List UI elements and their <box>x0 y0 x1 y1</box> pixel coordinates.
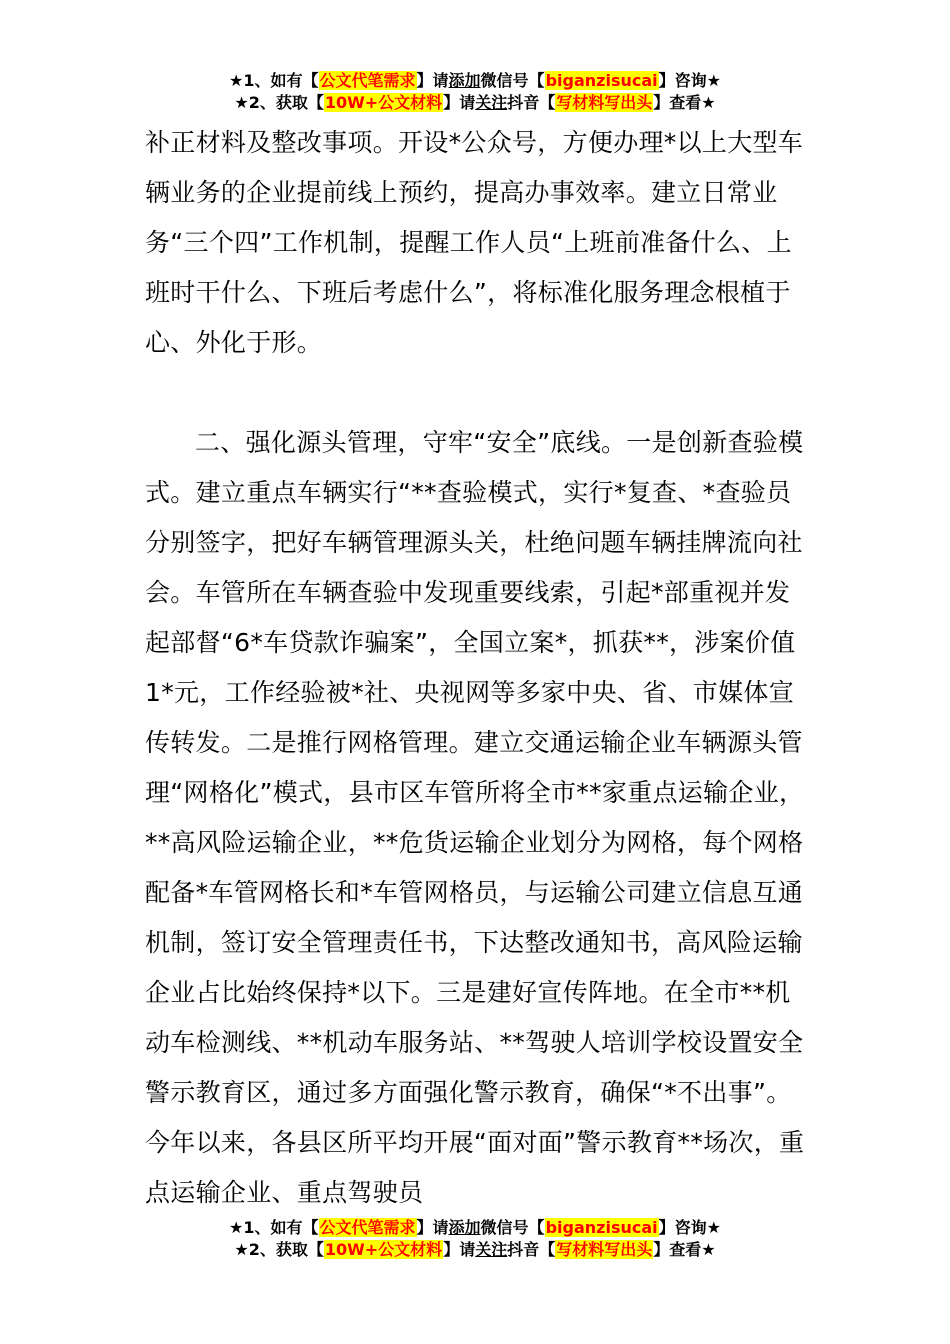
document-body <box>145 118 810 1218</box>
banner-text: 抖音【 <box>507 93 556 112</box>
footer-banner <box>0 1217 950 1261</box>
paragraph-2: 二、强化源头管理，守牢“安全”底线。一是创新查验模式。建立重点车辆实行“**查验模式，实行*复查、*查验员分别签字，把好车辆管理源头关，杜绝问题车辆挂牌流向社会。车管所在车辆查验中发现重要线索，引起*部重视并发起部督“6*车贷款诈骗案”，全国立案*，抓获**，涉案价值1*元，工作经验被*社、央视网等多家中央、省、市媒体宣传转发。二是推行网格管理。建立交通运输企业车辆源头管理“网格化”模式，县市区车管所将全市**家重点运输企业，**高风险运输企业，**危货运输企业划分为网格，每个网格配备*车管网格长和*车管网格员，与运输公司建立信息互通机制，签订安全管理责任书，下达整改通知书，高风险运输企业占比始终保持*以下。三是建好宣传阵地。在全市**机动车检测线、**机动车服务站、**驾驶人培训学校设置安全警示教育区，通过多方面强化警示教育，确保“*不出事”。今年以来，各县区所平均开展“面对面”警示教育**场次，重点运输企业、重点驾驶员 <box>145 428 805 1207</box>
banner-underlined: 关注 <box>475 1240 508 1259</box>
banner-highlight: 公文代笔需求 <box>319 1218 416 1237</box>
banner-line-2 <box>0 92 950 114</box>
banner-text: 抖音【 <box>507 1240 556 1259</box>
banner-text: 】请 <box>443 93 476 112</box>
banner-text: 】查看★ <box>653 1240 716 1259</box>
banner-text: ★1、如有【 <box>229 71 319 90</box>
banner-line-2 <box>0 1239 950 1261</box>
banner-text: ★2、获取【 <box>234 93 324 112</box>
banner-text: ★1、如有【 <box>229 1218 319 1237</box>
banner-underlined: 添加 <box>448 71 481 90</box>
banner-douyin-name: 写材料写出头 <box>556 1240 653 1259</box>
banner-underlined: 添加 <box>448 1218 481 1237</box>
banner-text: 微信号【 <box>480 71 545 90</box>
banner-line-1 <box>0 70 950 92</box>
banner-text: 】咨询★ <box>658 71 721 90</box>
banner-wechat-id: biganzisucai <box>545 1218 658 1237</box>
paragraph-1: 补正材料及整改事项。开设*公众号，方便办理*以上大型车辆业务的企业提前线上预约，提高办事效率。建立日常业务“三个四”工作机制，提醒工作人员“上班前准备什么、上班时干什么、下班后考虑什么”，将标准化服务理念根植于心、外化于形。 <box>145 128 804 357</box>
banner-highlight: 公文代笔需求 <box>319 71 416 90</box>
banner-text: ★2、获取【 <box>234 1240 324 1259</box>
banner-text: 微信号【 <box>480 1218 545 1237</box>
header-banner <box>0 70 950 114</box>
banner-highlight: 10W+公文材料 <box>324 1240 443 1259</box>
banner-wechat-id: biganzisucai <box>545 71 658 90</box>
banner-underlined: 关注 <box>475 93 508 112</box>
banner-text: 】咨询★ <box>658 1218 721 1237</box>
banner-text: 】请 <box>416 71 449 90</box>
banner-douyin-name: 写材料写出头 <box>556 93 653 112</box>
banner-text: 】查看★ <box>653 93 716 112</box>
banner-text: 】请 <box>443 1240 476 1259</box>
banner-highlight: 10W+公文材料 <box>324 93 443 112</box>
banner-text: 】请 <box>416 1218 449 1237</box>
banner-line-1 <box>0 1217 950 1239</box>
